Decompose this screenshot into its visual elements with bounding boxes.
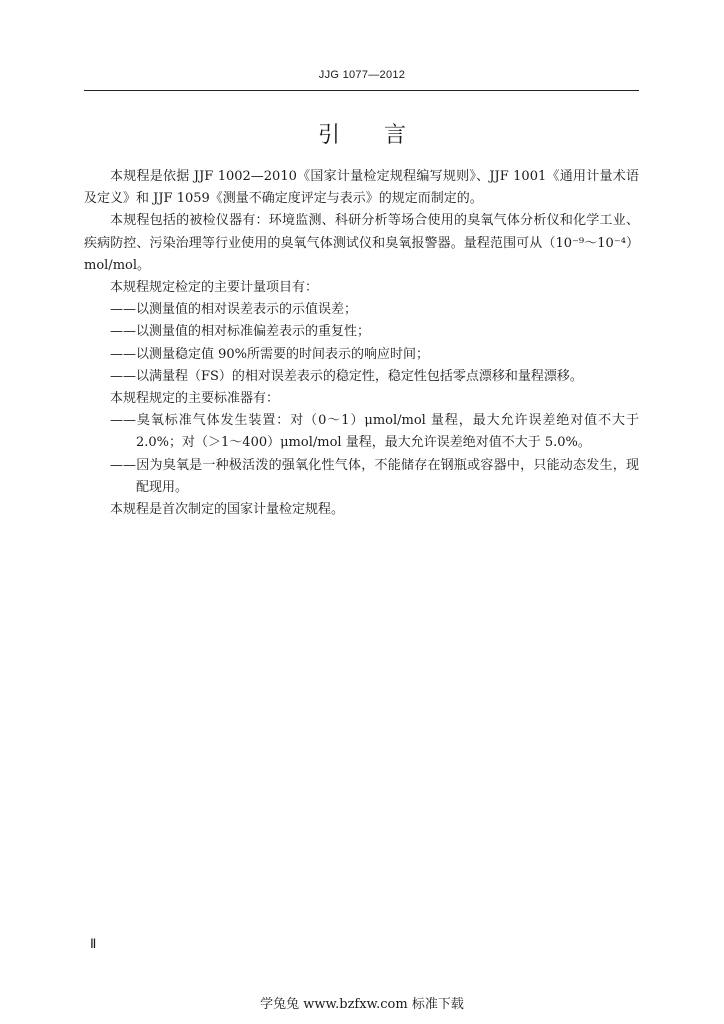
header-rule	[84, 90, 639, 91]
paragraph-scope: 本规程包括的被检仪器有：环境监测、科研分析等场合使用的臭氧气体分析仪和化学工业、疾病防控、污染治理等行业使用的臭氧气体测试仪和臭氧报警器。量程范围可从（10⁻⁹～10⁻⁴）mol/mol。	[84, 213, 639, 273]
paragraph-standards-intro: 本规程规定的主要标准器有：	[110, 391, 280, 407]
list-item: ——以测量值的相对误差表示的示值误差；	[110, 302, 358, 318]
paragraph-basis: 本规程是依据 JJF 1002—2010《国家计量检定规程编写规则》、JJF 1001《通用计量术语及定义》和 JJF 1059《测量不确定度评定与表示》的规定而制定的。	[84, 169, 639, 207]
footer-watermark: 学兔兔 www.bzfxw.com 标准下载	[260, 997, 464, 1012]
list-item: ——臭氧标准气体发生装置：对（0～1）μmol/mol 量程，最大允许误差绝对值不大于 2.0%；对（＞1～400）μmol/mol 量程，最大允许误差绝对值不大于 5.0%。	[110, 413, 639, 451]
document-body	[84, 166, 639, 521]
list-item: ——以测量稳定值 90%所需要的时间表示的响应时间；	[110, 346, 430, 362]
list-item: ——以满量程（FS）的相对误差表示的稳定性，稳定性包括零点漂移和量程漂移。	[110, 368, 583, 384]
page-title: 引言	[317, 123, 450, 148]
paragraph-items-intro: 本规程规定检定的主要计量项目有：	[110, 280, 319, 296]
list-item: ——以测量值的相对标准偏差表示的重复性；	[110, 324, 371, 340]
list-item: ——因为臭氧是一种极活泼的强氧化性气体，不能储存在钢瓶或容器中，只能动态发生，现配现用。	[110, 457, 639, 495]
document-code: JJG 1077—2012	[318, 69, 406, 81]
page-number: Ⅱ	[90, 936, 97, 951]
paragraph-closing: 本规程是首次制定的国家计量检定规程。	[110, 502, 345, 518]
